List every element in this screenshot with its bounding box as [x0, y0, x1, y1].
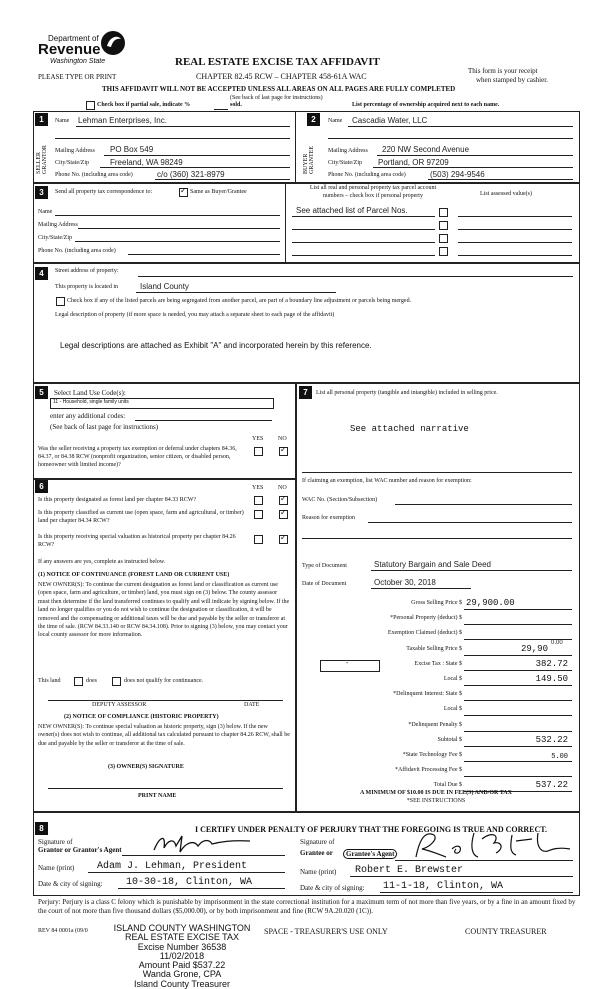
- tax-row-label: Excise Tax : State $: [414, 661, 462, 667]
- segregated-label: Check box if any of the listed parcels are being segregated from another parcel, are part of a boundary line adjustment or parcels being merged.: [67, 298, 412, 304]
- buyer-name[interactable]: Cascadia Water, LLC: [352, 116, 428, 125]
- tax-row-value[interactable]: 29,900.00: [466, 598, 515, 608]
- s6-yes-header: YES: [252, 485, 264, 491]
- seller-name-label: Name: [55, 118, 70, 124]
- wac-label: WAC No. (Section/Subsection): [302, 497, 378, 503]
- grantee-name-label: Name (print): [300, 868, 337, 876]
- taxable-suffix: 0.00: [551, 640, 563, 646]
- stamp-line-7: Island County Treasurer: [133, 978, 231, 989]
- stamp-line-3: Excise Number 36538: [137, 941, 227, 952]
- parcel-personal-checkbox-4[interactable]: [439, 247, 448, 256]
- buyer-city[interactable]: Portland, OR 97209: [378, 158, 449, 167]
- forest-no-checkbox[interactable]: [279, 496, 288, 505]
- land-use-code: 11 - Household, single family units: [53, 399, 129, 405]
- doc-date[interactable]: October 30, 2018: [374, 578, 436, 587]
- parcel-entry[interactable]: See attached list of Parcel Nos.: [296, 206, 408, 215]
- stamp-line-6: Wanda Grone, CPA: [142, 969, 222, 980]
- dor-logo-icon: [100, 30, 126, 56]
- seller-city-label: City/State/Zip: [55, 160, 89, 166]
- local-rate: -: [346, 660, 349, 667]
- if-any-yes: If any answers are yes, complete as instructed below.: [38, 559, 166, 565]
- section-8-number: 8: [35, 822, 48, 835]
- seller-mailing[interactable]: PO Box 549: [110, 145, 154, 154]
- dor-logo: [38, 30, 128, 70]
- does-not-label: does not qualify for continuance.: [124, 678, 204, 684]
- corr-name-label: Name: [38, 209, 53, 215]
- tax-row-label: Exemption Claimed (deduct) $: [387, 630, 462, 636]
- grantor-agent-label: Grantor or Grantor's Agent: [38, 846, 122, 854]
- grantor-name[interactable]: Adam J. Lehman, President: [97, 861, 248, 872]
- deputy-assessor-label: DEPUTY ASSESSOR: [92, 702, 147, 708]
- buyer-phone[interactable]: (503) 294-9546: [430, 170, 485, 179]
- additional-codes-label: enter any additional codes:: [50, 412, 126, 420]
- tax-row-value[interactable]: 532.22: [535, 735, 568, 745]
- notice2-title: (2) NOTICE OF COMPLIANCE (HISTORIC PROPERTY): [64, 714, 219, 720]
- current-use-no-checkbox[interactable]: [279, 510, 288, 519]
- grantor-sig-label: Signature of: [38, 838, 73, 846]
- tax-row-value[interactable]: 29,90: [520, 644, 548, 654]
- grantee-sig-label: Signature of: [300, 838, 335, 846]
- seller-name[interactable]: Lehman Enterprises, Inc.: [78, 116, 167, 125]
- seller-phone-label: Phone No. (including area code): [55, 172, 133, 178]
- tax-row-label: Local $: [443, 706, 462, 712]
- see-back-line: (See back of last page for instructions): [230, 95, 323, 101]
- dept-line1: Department of: [48, 34, 99, 43]
- tax-row-label: *Affidavit Processing Fee $: [394, 767, 462, 773]
- doc-type[interactable]: Statutory Bargain and Sale Deed: [374, 560, 491, 569]
- partial-sale-label: Check box if partial sale, indicate %: [97, 102, 191, 108]
- tax-row-label: *State Technology Fee $: [402, 752, 462, 758]
- stamp-line-1: ISLAND COUNTY WASHINGTON: [113, 923, 251, 933]
- historic-no-checkbox[interactable]: [279, 535, 288, 544]
- sold-label: sold.: [230, 102, 242, 108]
- page-title: REAL ESTATE EXCISE TAX AFFIDAVIT: [175, 56, 380, 68]
- tax-row-label: *Delinquent Interest: State $: [393, 691, 462, 697]
- forest-yes-checkbox[interactable]: [254, 496, 263, 505]
- seller-city[interactable]: Freeland, WA 98249: [110, 158, 183, 167]
- this-land-label: This land: [38, 678, 61, 684]
- section-7-box: [295, 382, 580, 813]
- same-as-buyer-checkbox[interactable]: [179, 188, 188, 197]
- tax-row-label: Gross Selling Price $: [411, 600, 462, 606]
- grantee-agent-prefix: Grantee or: [300, 849, 333, 857]
- stamp-line-5: Amount Paid $537.22: [138, 960, 226, 971]
- does-checkbox[interactable]: [74, 677, 83, 686]
- tax-row-value[interactable]: 382.72: [535, 659, 568, 669]
- historic-question: Is this property receiving special valuation as historical property per chapter 84.26 RCW?: [38, 534, 236, 548]
- section-6-number: 6: [35, 480, 48, 493]
- segregated-checkbox[interactable]: [56, 297, 65, 306]
- personal-property-label: List all personal property (tangible and intangible) included in selling price.: [316, 390, 498, 396]
- tax-row-label: Local $: [443, 676, 462, 682]
- grantor-name-label: Name (print): [38, 864, 75, 872]
- land-use-see-back: (See back of last page for instructions): [50, 423, 159, 431]
- s6-no-header: NO: [278, 485, 287, 491]
- send-correspondence-label: Send all property tax correspondence to:: [55, 189, 153, 195]
- tax-row-label: Subtotal $: [437, 737, 462, 743]
- section-2-number: 2: [307, 113, 320, 126]
- buyer-mailing-label: Mailing Address: [328, 148, 368, 154]
- grantor-date[interactable]: 10-30-18, Clinton, WA: [126, 877, 253, 888]
- notice1-title: (1) NOTICE OF CONTINUANCE (FOREST LAND OR CURRENT USE): [38, 572, 230, 578]
- parcel-list-header2: numbers – check box if personal property: [323, 193, 423, 199]
- section-4-number: 4: [35, 267, 48, 280]
- seller-phone[interactable]: c/o (360) 321-8979: [157, 170, 225, 179]
- exemption-claim-label: If claiming an exemption, list WAC number and reason for exemption:: [302, 478, 472, 484]
- does-not-checkbox[interactable]: [112, 677, 121, 686]
- rev-number: REV 84 0001a (09/0: [38, 928, 88, 934]
- forest-question: Is this property designated as forest land per chapter 84.33 RCW?: [38, 497, 197, 503]
- warning-line: THIS AFFIDAVIT WILL NOT BE ACCEPTED UNLESS ALL AREAS ON ALL PAGES ARE FULLY COMPLETED: [102, 85, 456, 93]
- land-use-label: Select Land Use Code(s):: [54, 389, 126, 397]
- grantee-name[interactable]: Robert E. Brewster: [355, 865, 464, 876]
- tax-row-value[interactable]: 5.00: [551, 753, 568, 761]
- grantor-signature: [150, 832, 260, 856]
- tax-row-value[interactable]: 537.22: [535, 780, 568, 790]
- exemption-no-checkbox[interactable]: [279, 447, 288, 456]
- receipt-note1: This form is your receipt: [468, 67, 538, 75]
- narrative-entry[interactable]: See attached narrative: [350, 424, 469, 434]
- stamp-line-2: REAL ESTATE EXCISE TAX: [124, 932, 240, 943]
- tax-row-label: *Personal Property (deduct) $: [390, 615, 462, 621]
- located-in-label: This property is located in: [55, 284, 118, 290]
- see-instructions-note: *SEE INSTRUCTIONS: [406, 798, 466, 804]
- dept-line3: Washington State: [50, 58, 106, 65]
- grantee-date-label: Date & city of signing:: [300, 884, 365, 892]
- s5-no-header: NO: [278, 436, 287, 442]
- exemption-yes-checkbox[interactable]: [254, 447, 263, 456]
- minimum-fee-note: A MINIMUM OF $10.00 IS DUE IN FEE(S) AND/OR TAX: [360, 790, 512, 796]
- buyer-city-label: City/State/Zip: [328, 160, 362, 166]
- legal-desc-text[interactable]: Legal descriptions are attached as Exhibit "A" and incorporated herein by this reference.: [60, 341, 372, 350]
- perjury-statement: Perjury: Perjury is a class C felony which is punishable by imprisonment in the state correctional institution for a maximum term of not more than five years, or by a fine in an amount fixed by the court of not more than five thousand dollars ($5,000.00), or by both imprisonment and fine (RCW 9A.20.020 (1C)).: [38, 898, 576, 915]
- certify-statement: I CERTIFY UNDER PENALTY OF PERJURY THAT THE FOREGOING IS TRUE AND CORRECT.: [195, 825, 548, 834]
- buyer-name-label: Name: [328, 118, 343, 124]
- section-4-box: [33, 262, 580, 384]
- deputy-date-label: DATE: [244, 702, 260, 708]
- located-county[interactable]: Island County: [140, 282, 189, 291]
- grantor-date-label: Date & city of signing:: [38, 880, 103, 888]
- parcel-list-header1: List all real and personal property tax parcel account: [309, 185, 437, 191]
- s5-yes-header: YES: [252, 436, 264, 442]
- section-5-number: 5: [35, 386, 48, 399]
- owner-signature-label: (3) OWNER(S) SIGNATURE: [108, 764, 184, 770]
- corr-mailing-label: Mailing Address: [38, 222, 78, 228]
- buyer-mailing[interactable]: 220 NW Second Avenue: [382, 145, 470, 154]
- buyer-side-label: BUYER GRANTEE: [303, 146, 315, 174]
- current-use-yes-checkbox[interactable]: [254, 510, 263, 519]
- treasurer-stamp: [96, 924, 268, 989]
- reason-label: Reason for exemption: [302, 515, 355, 521]
- doc-type-label: Type of Document: [302, 563, 347, 569]
- same-as-buyer-label: Same as Buyer/Grantee: [190, 189, 247, 195]
- partial-sale-checkbox[interactable]: [86, 101, 95, 110]
- local-rate-select[interactable]: [320, 660, 380, 672]
- tax-row-label: Taxable Selling Price $: [406, 646, 462, 652]
- receipt-note2: when stamped by cashier.: [476, 76, 548, 84]
- section-1-number: 1: [35, 113, 48, 126]
- buyer-phone-label: Phone No. (including area code): [328, 172, 406, 178]
- section-6-box: [33, 478, 297, 813]
- parcel-personal-checkbox-2[interactable]: [439, 221, 448, 230]
- corr-phone-label: Phone No. (including area code): [38, 248, 116, 254]
- tax-row-label: Total Due $: [433, 782, 462, 788]
- section-3-number: 3: [35, 186, 48, 199]
- seller-side-label: SELLER GRANTOR: [36, 145, 48, 174]
- tax-row-value[interactable]: 149.50: [535, 674, 568, 684]
- notice1-body: NEW OWNER(S): To continue the current designation as forest land or classification as current use (open space, farm and agriculture, or timber) land, you must sign on (3) below. The county assessor must then determine if the land transferred continues to qualify and will indicate by signing below. If the land no longer qualifies or you do not wish to continue the designation or classification, it will be removed and the compensating or additional taxes will be due and payable by the seller or transferor at the time of sale. (RCW 84.33.140 or RCW 84.34.108). Prior to signing (3) below, you may contact your local county assessor for more information.: [38, 582, 290, 639]
- list-pct-label: List percentage of ownership acquired next to each name.: [352, 102, 500, 108]
- dept-line2: Revenue: [38, 41, 101, 58]
- grantee-agent-label: Grantee's Agent: [343, 849, 397, 859]
- notice2-body: NEW OWNER(S): To continue special valuation as historic property, sign (3) below. If the new owner(s) does not wish to continue, all additional tax calculated pursuant to chapter 84.26 RCW, shall be due and payable by the seller or transferor at the time of sale.: [38, 724, 290, 747]
- parcel-personal-checkbox-3[interactable]: [439, 234, 448, 243]
- street-address-label: Street address of property:: [55, 268, 119, 274]
- legal-desc-label: Legal description of property (if more space is needed, you may attach a separate sheet to each page of the affidavit): [55, 312, 335, 318]
- grantee-date[interactable]: 11-1-18, Clinton, WA: [383, 881, 504, 892]
- current-use-question: Is this property classified as current use (open space, farm and agricultural, or timber) land per chapter 84.34 RCW?: [38, 510, 244, 524]
- tax-row-label: *Delinquent Penalty $: [408, 722, 462, 728]
- please-type: PLEASE TYPE OR PRINT: [38, 73, 117, 81]
- parcel-personal-checkbox-1[interactable]: [439, 208, 448, 217]
- chapter-line: CHAPTER 82.45 RCW – CHAPTER 458-61A WAC: [196, 72, 367, 81]
- print-name-label: PRINT NAME: [138, 793, 177, 799]
- section-7-number: 7: [299, 386, 312, 399]
- assessed-value-header: List assessed value(s): [480, 191, 532, 197]
- stamp-line-4: 11/02/2018: [159, 950, 205, 961]
- exemption-question: Was the seller receiving a property tax exemption or deferral under chapters 84.36, 84.37, or 84.38 RCW (nonprofit organization, senior citizen, or disabled person, homeowner with limited income)?: [38, 446, 237, 468]
- historic-yes-checkbox[interactable]: [254, 535, 263, 544]
- corr-city-label: City/State/Zip: [38, 235, 72, 241]
- treasurer-space: SPACE - TREASURER'S USE ONLY: [264, 927, 388, 936]
- grantee-signature: [412, 827, 577, 861]
- county-treasurer: COUNTY TREASURER: [465, 927, 547, 936]
- does-label: does: [86, 678, 97, 684]
- seller-mailing-label: Mailing Address: [55, 148, 95, 154]
- doc-date-label: Date of Document: [302, 581, 347, 587]
